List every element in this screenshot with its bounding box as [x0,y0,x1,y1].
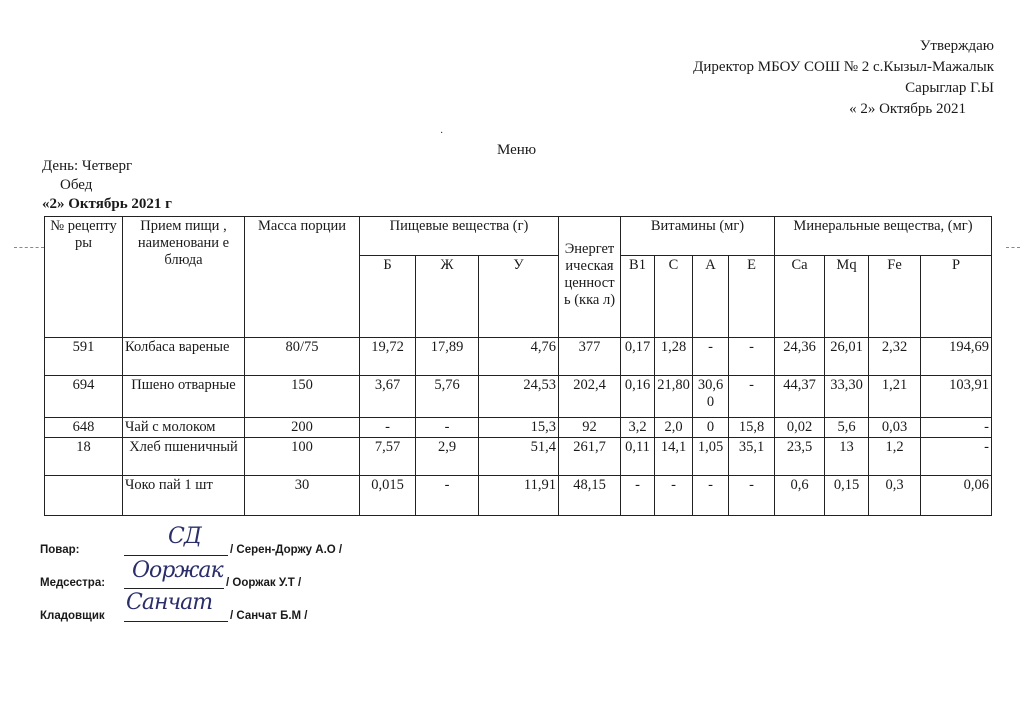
header-energy: Энергет ическая ценност ь (кка л) [559,217,621,338]
cell-recipe: 591 [45,338,123,376]
cell-e: - [729,338,775,376]
cell-mass: 100 [245,438,360,476]
cell-fe: 0,03 [869,418,921,438]
table-row [45,418,992,438]
header-mq: Mq [825,256,869,338]
approval-line1: Утверждаю [919,38,994,54]
cell-u: 24,53 [479,376,559,418]
handwritten-signature-nurse: Ооржак [132,558,223,583]
cell-mass: 80/75 [245,338,360,376]
approval-block [693,36,994,120]
cell-zh: 5,76 [416,376,479,418]
cell-dish: Чай с молоком [123,418,245,438]
cell-zh: - [416,476,479,516]
cell-ca: 44,37 [775,376,825,418]
cell-zh: - [416,418,479,438]
page-title: Меню [497,142,537,158]
header-minerals: Минеральные вещества, (мг) [775,217,992,256]
header-b1: B1 [621,256,655,338]
cell-b1: 0,11 [621,438,655,476]
cell-a: 30,6 0 [693,376,729,418]
cell-mass: 200 [245,418,360,438]
cell-p: - [921,418,992,438]
signature-name: / Серен-Доржу А.О / [230,544,343,556]
cell-p: - [921,438,992,476]
meal-label: Обед [60,177,93,193]
cell-c: 14,1 [655,438,693,476]
cell-e: 35,1 [729,438,775,476]
cell-e: - [729,376,775,418]
cell-p: 103,91 [921,376,992,418]
cell-recipe [45,476,123,516]
approval-line4: « 2» Октябрь 2021 [849,101,966,117]
cell-mq: 26,01 [825,338,869,376]
cell-energy: 202,4 [559,376,621,418]
cell-c: 21,80 [655,376,693,418]
cell-b1: 0,17 [621,338,655,376]
signature-role: Повар: [40,544,80,556]
table-row [45,376,992,418]
cell-recipe: 18 [45,438,123,476]
cell-u: 11,91 [479,476,559,516]
day-block [42,157,172,214]
approval-line3: Сарыглар Г.Ы [905,80,994,96]
cell-u: 4,76 [479,338,559,376]
cell-mass: 30 [245,476,360,516]
signature-role: Кладовщик [40,610,105,622]
signature-role: Медсестра: [40,577,106,589]
cell-u: 51,4 [479,438,559,476]
cell-ca: 0,6 [775,476,825,516]
header-e: E [729,256,775,338]
scan-artifact-left [14,247,44,248]
cell-p: 194,69 [921,338,992,376]
cell-b1: 0,16 [621,376,655,418]
header-fe: Fe [869,256,921,338]
cell-fe: 1,21 [869,376,921,418]
header-row-1 [45,217,992,256]
cell-b1: - [621,476,655,516]
cell-b: 0,015 [360,476,416,516]
cell-mq: 0,15 [825,476,869,516]
cell-energy: 48,15 [559,476,621,516]
cell-u: 15,3 [479,418,559,438]
cell-b1: 3,2 [621,418,655,438]
menu-table [44,216,992,516]
cell-b: 3,67 [360,376,416,418]
cell-dish: Хлеб пшеничный [123,438,245,476]
cell-e: 15,8 [729,418,775,438]
cell-dish: Чоко пай 1 шт [123,476,245,516]
cell-c: - [655,476,693,516]
cell-recipe: 694 [45,376,123,418]
header-p: P [921,256,992,338]
day-label: День: Четверг [42,158,133,174]
signature-name: / Санчат Б.М / [230,610,308,622]
cell-dish: Колбаса вареные [123,338,245,376]
table-row [45,476,992,516]
header-dish: Прием пищи , наименовани е блюда [123,217,245,338]
table-row [45,338,992,376]
handwritten-signature-storekeeper: Санчат [126,590,213,615]
approval-line2: Директор МБОУ СОШ № 2 с.Кызыл-Мажалык [693,59,994,75]
scan-artifact-right [1006,247,1020,248]
header-c: C [655,256,693,338]
cell-e: - [729,476,775,516]
cell-energy: 261,7 [559,438,621,476]
signature-name: / Ооржак У.Т / [226,577,302,589]
cell-a: - [693,338,729,376]
cell-mq: 13 [825,438,869,476]
stray-dot: · [440,128,444,139]
cell-a: - [693,476,729,516]
header-ca: Ca [775,256,825,338]
menu-date: «2» Октябрь 2021 г [42,196,172,212]
header-zh: Ж [416,256,479,338]
table-row [45,438,992,476]
cell-mq: 33,30 [825,376,869,418]
cell-b: 19,72 [360,338,416,376]
header-mass: Масса порции [245,217,360,338]
cell-energy: 377 [559,338,621,376]
handwritten-signature-cook: СД [168,524,201,549]
cell-mq: 5,6 [825,418,869,438]
cell-mass: 150 [245,376,360,418]
cell-dish: Пшено отварные [123,376,245,418]
cell-c: 2,0 [655,418,693,438]
cell-fe: 2,32 [869,338,921,376]
cell-a: 0 [693,418,729,438]
cell-b: - [360,418,416,438]
header-b: Б [360,256,416,338]
cell-ca: 23,5 [775,438,825,476]
cell-fe: 1,2 [869,438,921,476]
header-nutrients: Пищевые вещества (г) [360,217,559,256]
header-recipe: № рецепту ры [45,217,123,338]
cell-p: 0,06 [921,476,992,516]
cell-c: 1,28 [655,338,693,376]
header-u: У [479,256,559,338]
cell-ca: 0,02 [775,418,825,438]
cell-zh: 17,89 [416,338,479,376]
header-a: A [693,256,729,338]
cell-b: 7,57 [360,438,416,476]
cell-ca: 24,36 [775,338,825,376]
cell-a: 1,05 [693,438,729,476]
cell-recipe: 648 [45,418,123,438]
header-vitamins: Витамины (мг) [621,217,775,256]
cell-zh: 2,9 [416,438,479,476]
cell-energy: 92 [559,418,621,438]
cell-fe: 0,3 [869,476,921,516]
